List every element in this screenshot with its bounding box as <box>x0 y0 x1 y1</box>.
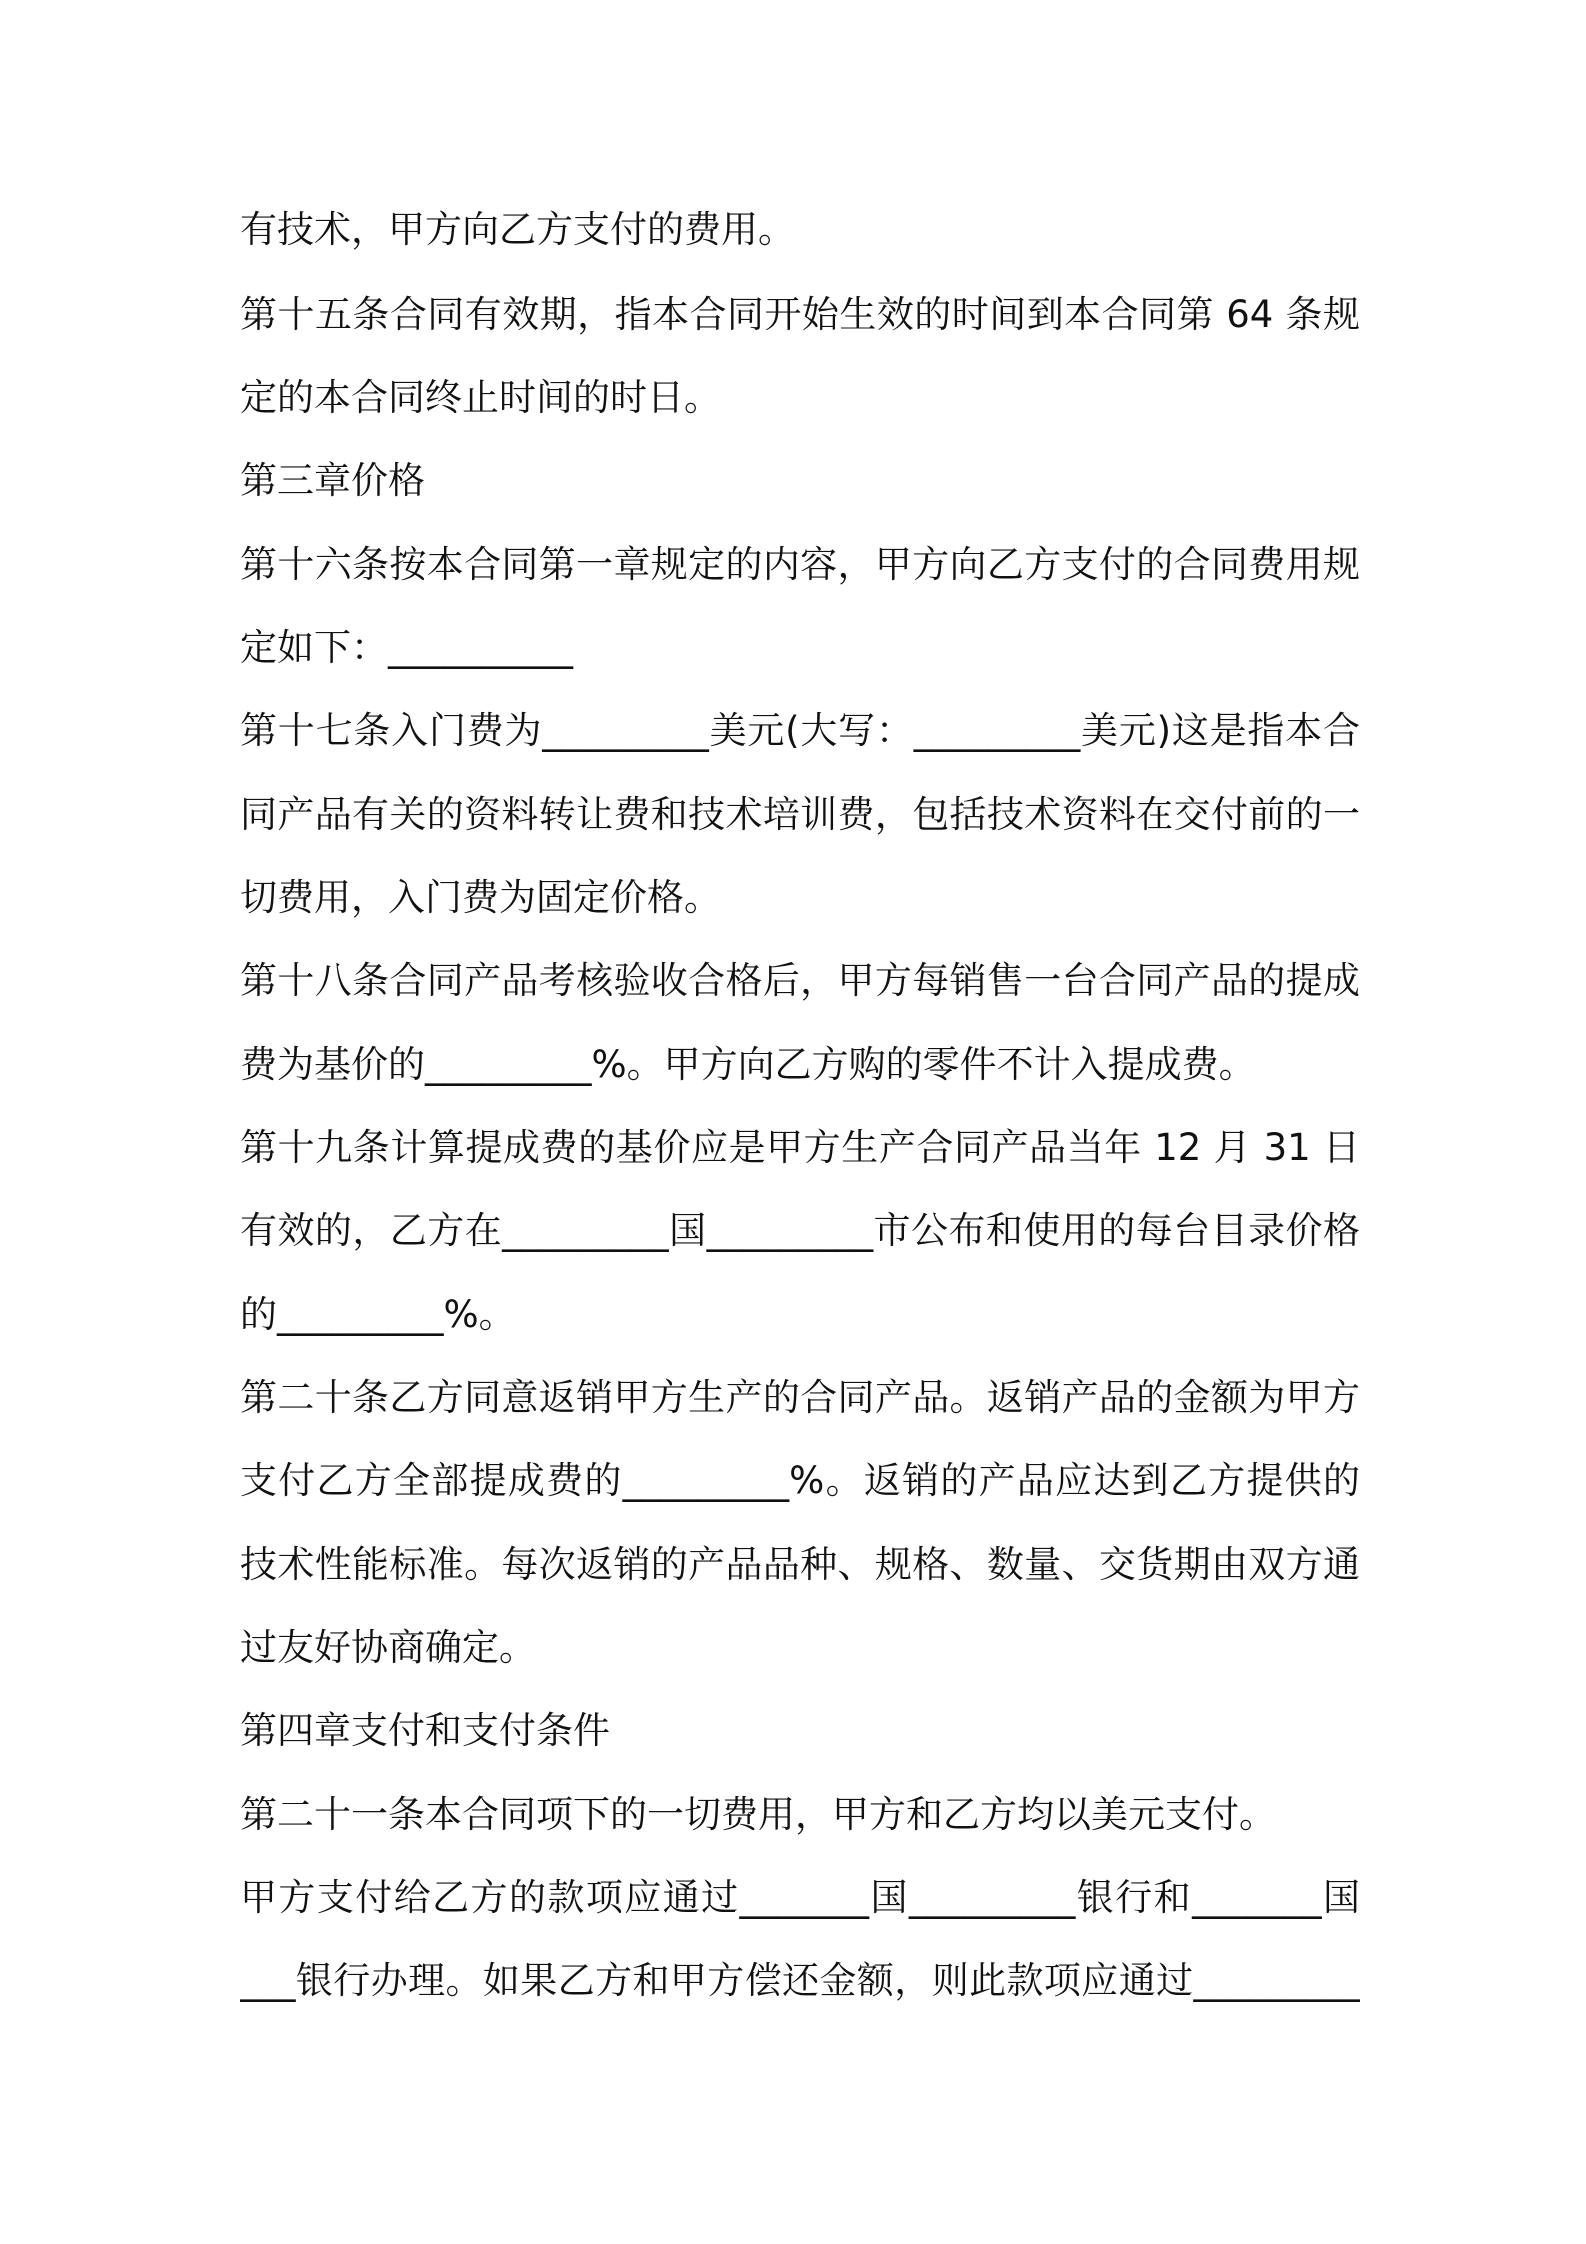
text-line-22: ___银行办理。如果乙方和甲方偿还金额，则此款项应通过_________ <box>240 1959 1360 2002</box>
text-line-3: 定的本合同终止时间的时日。 <box>240 376 721 419</box>
text-line-1: 有技术，甲方向乙方支付的费用。 <box>240 208 795 251</box>
text-line-17: 技术性能标准。每次返销的产品品种、规格、数量、交货期由双方通 <box>240 1543 1360 1586</box>
text-line-12: 第十九条计算提成费的基价应是甲方生产合同产品当年 12 月 31 日 <box>240 1126 1360 1169</box>
text-line-2: 第十五条合同有效期，指本合同开始生效的时间到本合同第 64 条规 <box>240 293 1360 336</box>
text-line-7: 第十七条入门费为_________美元(大写：_________美元)这是指本合 <box>240 709 1360 752</box>
text-line-9: 切费用，入门费为固定价格。 <box>240 876 721 919</box>
text-line-8: 同产品有关的资料转让费和技术培训费，包括技术资料在交付前的一 <box>240 793 1360 836</box>
text-line-13: 有效的，乙方在_________国_________市公布和使用的每台目录价格 <box>240 1209 1360 1252</box>
text-line-20: 第二十一条本合同项下的一切费用，甲方和乙方均以美元支付。 <box>240 1793 1276 1836</box>
text-line-18: 过友好协商确定。 <box>240 1626 536 1669</box>
text-line-11: 费为基价的_________%。甲方向乙方购的零件不计入提成费。 <box>240 1043 1256 1086</box>
text-line-15: 第二十条乙方同意返销甲方生产的合同产品。返销产品的金额为甲方 <box>240 1376 1360 1419</box>
text-line-5: 第十六条按本合同第一章规定的内容，甲方向乙方支付的合同费用规 <box>240 543 1360 586</box>
text-line-10: 第十八条合同产品考核验收合格后，甲方每销售一台合同产品的提成 <box>240 959 1360 1002</box>
text-line-14: 的_________%。 <box>240 1293 516 1336</box>
text-line-16: 支付乙方全部提成费的_________%。返销的产品应达到乙方提供的 <box>240 1459 1360 1502</box>
chapter-4-heading: 第四章支付和支付条件 <box>240 1709 610 1752</box>
text-line-6: 定如下：__________ <box>240 626 573 669</box>
chapter-3-heading: 第三章价格 <box>240 459 425 502</box>
text-line-21: 甲方支付给乙方的款项应通过_______国_________银行和_______国 <box>240 1876 1360 1919</box>
